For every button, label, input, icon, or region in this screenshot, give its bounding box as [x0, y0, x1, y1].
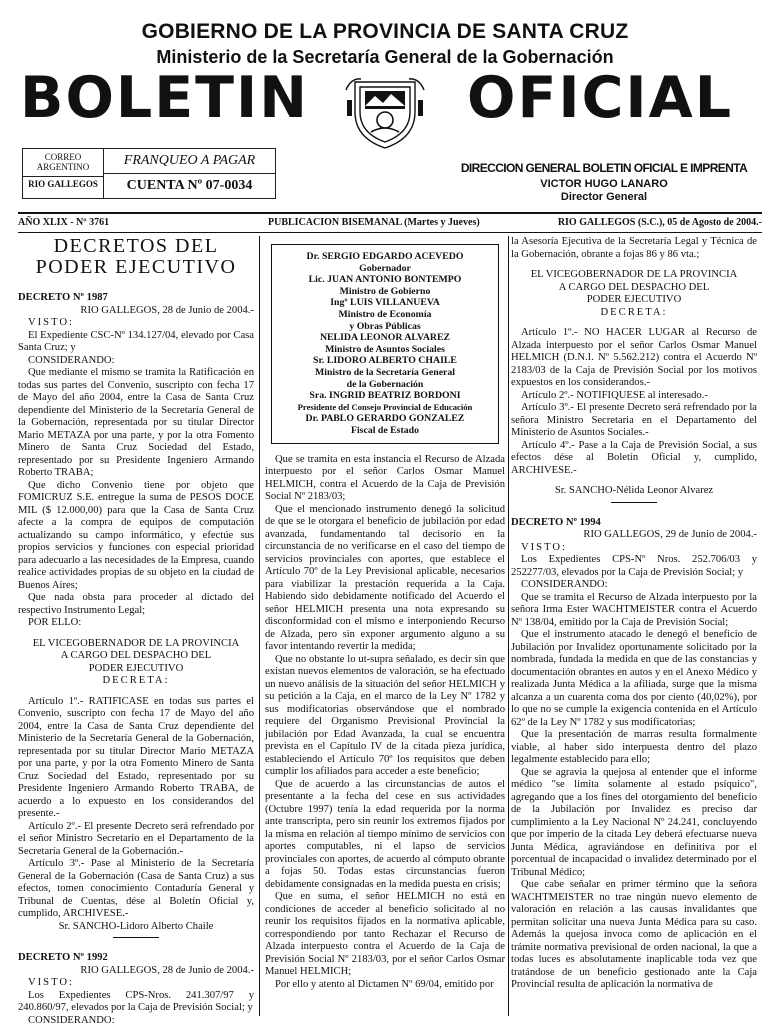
authority-line: NELIDA LEONOR ALVAREZ — [276, 332, 494, 344]
bottom-rule — [18, 232, 762, 233]
paragraph: Que cabe señalar en primer término que la señora WACHTMEISTER no trae ningún nuevo elemento de valoración en relación a las causas invalidantes que permitan solicitar una nueva Junta Médica para su caso. Además la quejosa invoca como de aplicación en el trámite normativa previsional de orden nacional, la que a todas luces es absolutamente inaplicable toda vez que tratándose de un beneficio gestionado ante la Caja Provincial resulta de aplicación la normativa de — [511, 879, 757, 992]
paragraph: Que de acuerdo a las circunstancias de autos el presentante a la fecha del cese en sus actividades (Octubre 1997) tenía la edad requerida por la norma ante transcripta, pero sin reunir los extremos fijados por la misma en relación al tiempo mínimo de servicios con aportes computables, ni el lapso de servicios provinciales con aportes, de acuerdo al cómputo obrante a fojas 50. Todas estas circunstancias fueron debidamente consignadas en la medida puesta en crisis; — [265, 779, 505, 892]
authority-line: Dr. PABLO GERARDO GONZALEZ — [276, 413, 494, 425]
authority-line: Ministro de Gobierno — [276, 286, 494, 298]
considerando-label: CONSIDERANDO: — [18, 355, 254, 368]
rio-gallegos-label: RIO GALLEGOS — [23, 176, 103, 189]
authority-line: Dr. SERGIO EDGARDO ACEVEDO — [276, 251, 494, 263]
director-name: VICTOR HUGO LANARO — [444, 178, 764, 190]
paragraph: Por ello y atento al Dictamen Nº 69/04, emitido por — [265, 979, 505, 992]
visto-label: VISTO: — [511, 542, 757, 555]
authority-line: Ingº LUIS VILLANUEVA — [276, 297, 494, 309]
decree-number: DECRETO Nº 1994 — [511, 517, 757, 530]
article: Artículo 2º.- NOTIFIQUESE al interesado.- — [511, 390, 757, 403]
masthead-oficial: OFICIAL — [467, 64, 733, 132]
article: Artículo 3º.- El presente Decreto será refrendado por la señora Ministro Secretaria en el Departamento del Ministerio de Asuntos Sociales.- — [511, 402, 757, 440]
authority-line: Gobernador — [276, 263, 494, 275]
article: Artículo 4º.- Pase a la Caja de Previsión Social, a sus efectos dése al Boletín Oficial y, cumplido, ARCHIVESE.- — [511, 440, 757, 478]
vice-governor-line: EL VICEGOBERNADOR DE LA PROVINCIA — [18, 638, 254, 651]
decreta-label: DECRETA: — [511, 307, 757, 320]
column-3 — [511, 236, 757, 992]
column-divider — [508, 236, 509, 1016]
paragraph: la Asesoría Ejecutiva de la Secretaría Legal y Técnica de la Gobernación, obrante a fojas 86 y 86 vta.; — [511, 236, 757, 261]
authority-line: Sr. LIDORO ALBERTO CHAILE — [276, 355, 494, 367]
paragraph: Que se tramita en esta instancia el Recurso de Alzada interpuesto por el señor Carlos Osmar Manuel HELMICH, contra el Acuerdo de la Caja de Previsión Social Nº 2183/03; — [265, 454, 505, 504]
authority-line: Sra. INGRID BEATRIZ BORDONI — [276, 390, 494, 402]
place-date: RIO GALLEGOS (S.C.), 05 de Agosto de 2004.- — [558, 217, 762, 228]
authority-line: Ministro de Asuntos Sociales — [276, 344, 494, 356]
provincial-seal-icon — [343, 76, 427, 152]
paragraph: Que nada obsta para proceder al dictado del respectivo Instrumento Legal; — [18, 592, 254, 617]
vice-governor-line: EL VICEGOBERNADOR DE LA PROVINCIA — [511, 269, 757, 282]
signature-line: Sr. SANCHO-Lidoro Alberto Chaile — [18, 921, 254, 934]
paragraph: Que el instrumento atacado le denegó el beneficio de Jubilación por Invalidez oportunamente solicitado por la nombrada, fundada la medida en que de las constancias y documentación obrantes en autos y en el Anexo Médico y realizada Junta Médica a la afiliada, surge que la misma alcanza a un cuarenta coma dos por ciento (40,02%), por lo que no se cumple la exigencia contenida en el Artículo 62º de la Ley Nº 1782 y sus modificatorias; — [511, 629, 757, 729]
article: Artículo 1º.- NO HACER LUGAR al Recurso de Alzada interpuesto por el señor Carlos Osmar Manuel HELMICH (D.N.I. Nº 5.562.212) contra el Acuerdo Nº 2183/03 de la Caja de Previsión Social por los motivos expuestos en los considerandos.- — [511, 327, 757, 390]
authority-line: Presidente del Consejo Provincial de Educación — [276, 402, 494, 414]
decree-number: DECRETO Nº 1987 — [18, 292, 254, 305]
visto-label: VISTO: — [18, 977, 254, 990]
masthead-boletin: BOLETIN — [20, 64, 309, 132]
ministry-subtitle: Ministerio de la Secretaría General de la Gobernación — [0, 47, 770, 68]
decree-number: DECRETO Nº 1992 — [18, 952, 254, 965]
paragraph: Que no obstante lo ut-supra señalado, es decir sin que existan nuevos elementos de valoración, se ha efectuado un nuevo análisis de la situación del señor HELMICH y su petición a la Caja, en el marco de la Ley Nº 1782 y sus modificatorias observándose que el nombrado requiere del Organismo Previsional Provincial la jubilación por Edad Avanzada, la cual se encuentra prevista en el Capítulo IV de la citada pieza jurídica, estableciendo el Artículo 70º los requisitos que deben cumplir los afiliados para acceder a este beneficio; — [265, 654, 505, 779]
paragraph: Que el mencionado instrumento denegó la solicitud de que se le otorgara el beneficio de jubilación por edad avanzada, fundamentando tal decisorio en la circunstancia de no verificarse en el caso del tiempo de servicios provinciales con aportes, que establece el Artículo 70º de la Ley Previsional aplicable, necesarios para viabilizar la prestación requerida a la Caja. Habiendo sido debidamente notificado del Acuerdo el señor HELMICH presenta una nota expresando su disconformidad con el mismo e interponiendo Recurso de Alzada, pero sin exponer argumento alguno a su favor intentando revertir la medida; — [265, 504, 505, 654]
top-rule — [18, 212, 762, 214]
paragraph: Los Expedientes CPS-Nros. 241.307/97 y 240.860/97, elevados por la Caja de Previsión Social; y — [18, 990, 254, 1015]
section-title: DECRETOS DEL PODER EJECUTIVO — [18, 236, 254, 278]
paragraph: Que se agravia la quejosa al entender que el informe médico "se limita solamente al estado psíquico", agregando que a los fines del otorgamiento del beneficio de la Jubilación por Invalidez es preciso dar cumplimiento a la Ley Nacional Nº 24.241, concluyendo que por imperio de la citada Ley deberá efectuarse nueva Junta Médica, agraviándose en definitiva por el porcentual de incapacidad o invalidez determinado por el Tribunal Médico; — [511, 767, 757, 880]
decree-date: RIO GALLEGOS, 29 de Junio de 2004.- — [511, 529, 757, 542]
considerando-label: CONSIDERANDO: — [511, 579, 757, 592]
separator-rule — [113, 937, 159, 938]
vice-governor-line: A CARGO DEL DESPACHO DEL — [18, 650, 254, 663]
paragraph: Los Expedientes CPS-Nº Nros. 252.706/03 y 252277/03, elevados por la Caja de Previsión Social; y — [511, 554, 757, 579]
stamp-left-cell — [23, 149, 104, 198]
authority-line: Ministro de la Secretaría General — [276, 367, 494, 379]
authority-line: Fiscal de Estado — [276, 425, 494, 437]
visto-label: VISTO: — [18, 317, 254, 330]
authority-line: Ministro de Economía — [276, 309, 494, 321]
paragraph: Que dicho Convenio tiene por objeto que FOMICRUZ S.E. entregue la suma de PESOS DOCE MIL ($ 12.000,00) para que la Casa de Santa Cruz afecte a la compra de equipos de computación actualizando su campo informático, y efectúe sus propios servicios y funciones con especial prioridad para adecuarlo a las necesidades de la Empresa, cuando realice actividades propias de su objeto en la ciudad de Buenos Aires; — [18, 480, 254, 593]
por-ello-label: POR ELLO: — [18, 617, 254, 630]
issue-info-bar — [18, 217, 762, 231]
authority-line: de la Gobernación — [276, 379, 494, 391]
cuenta-label: CUENTA Nº 07-0034 — [104, 174, 275, 198]
considerando-label: CONSIDERANDO: — [18, 1015, 254, 1027]
article: Artículo 1º.- RATIFICASE en todas sus partes el Convenio, suscripto con fecha 17 de Mayo del año 2004, entre la Casa de Santa Cruz dependiente del Ministerio de la Secretaría General de la Gobernación, representada por su titular Director Mario METAZA por una parte, y por la otra Fomento Minero de Santa Cruz Sociedad del Estado, representado por su Presidente Ingeniero Armando Roberto TRABA, de acuerdo a lo expuesto en los considerandos del presente.- — [18, 696, 254, 821]
column-1 — [18, 236, 254, 1027]
article: Artículo 3º.- Pase al Ministerio de la Secretaría General de la Gobernación (Casa de Santa Cruz) a sus efectos, tomen conocimiento Contaduría General y Tribunal de Cuentas, dése al Boletín Oficial y, cumplido, ARCHIVESE.- — [18, 858, 254, 921]
paragraph: Que mediante el mismo se tramita la Ratificación en todas sus partes del Convenio, suscripto con fecha 17 de Mayo del año 2004, entre la Casa de Santa Cruz dependiente del Ministerio de la Secretaría General de la Gobernación, representada por su titular Director Mario METAZA por una parte, y por la otra Fomento Minero de Santa Cruz Sociedad del Estado, representado por su Presidente Ingeniero Armando Roberto TRABA; — [18, 367, 254, 480]
publication-frequency: PUBLICACION BISEMANAL (Martes y Jueves) — [268, 217, 480, 228]
government-title: GOBIERNO DE LA PROVINCIA DE SANTA CRUZ — [0, 20, 770, 44]
authorities-box — [271, 244, 499, 444]
separator-rule — [611, 502, 657, 503]
direction-name: DIRECCION GENERAL BOLETIN OFICIAL E IMPRENTA — [444, 161, 764, 175]
vice-governor-line: PODER EJECUTIVO — [18, 663, 254, 676]
column-2 — [265, 236, 505, 991]
article: Artículo 2º.- El presente Decreto será refrendado por el señor Ministro Secretario en el Departamento de la Secretaría General de la Gobernación.- — [18, 821, 254, 859]
decree-date: RIO GALLEGOS, 28 de Junio de 2004.- — [18, 965, 254, 978]
signature-line: Sr. SANCHO-Nélida Leonor Alvarez — [511, 485, 757, 498]
correo-argentino-label: CORREO ARGENTINO — [23, 152, 103, 172]
vice-governor-line: PODER EJECUTIVO — [511, 294, 757, 307]
paragraph: Que la presentación de marras resulta formalmente viable, al haber sido interpuesta dentro del plazo legalmente establecido para ello; — [511, 729, 757, 767]
decreta-label: DECRETA: — [18, 675, 254, 688]
postage-stamp-box — [22, 148, 276, 199]
vice-governor-line: A CARGO DEL DESPACHO DEL — [511, 282, 757, 295]
director-role: Director General — [444, 191, 764, 203]
paragraph: Que se tramita el Recurso de Alzada interpuesto por la señora Irma Ester WACHTMEISTER contra el Acuerdo Nº 138/04, emitido por la Caja de Previsión Social; — [511, 592, 757, 630]
paragraph: Que en suma, el señor HELMICH no está en condiciones de acceder al beneficio solicitado al no reunir los requisitos fijados en la normativa aplicable, correspondiendo por tanto Rechazar el Recurso de Alzada interpuesto contra el Acuerdo de la Caja de Previsión Social Nº 2183/03, por el señor Carlos Osmar Manuel HELMICH; — [265, 891, 505, 979]
paragraph: El Expediente CSC-Nº 134.127/04, elevado por Casa Santa Cruz; y — [18, 330, 254, 355]
franqueo-label: FRANQUEO A PAGAR — [104, 149, 275, 174]
authority-line: y Obras Públicas — [276, 321, 494, 333]
column-divider — [259, 236, 260, 1016]
decree-date: RIO GALLEGOS, 28 de Junio de 2004.- — [18, 305, 254, 318]
authority-line: Lic. JUAN ANTONIO BONTEMPO — [276, 274, 494, 286]
issue-year: AÑO XLIX - Nº 3761 — [18, 217, 109, 228]
